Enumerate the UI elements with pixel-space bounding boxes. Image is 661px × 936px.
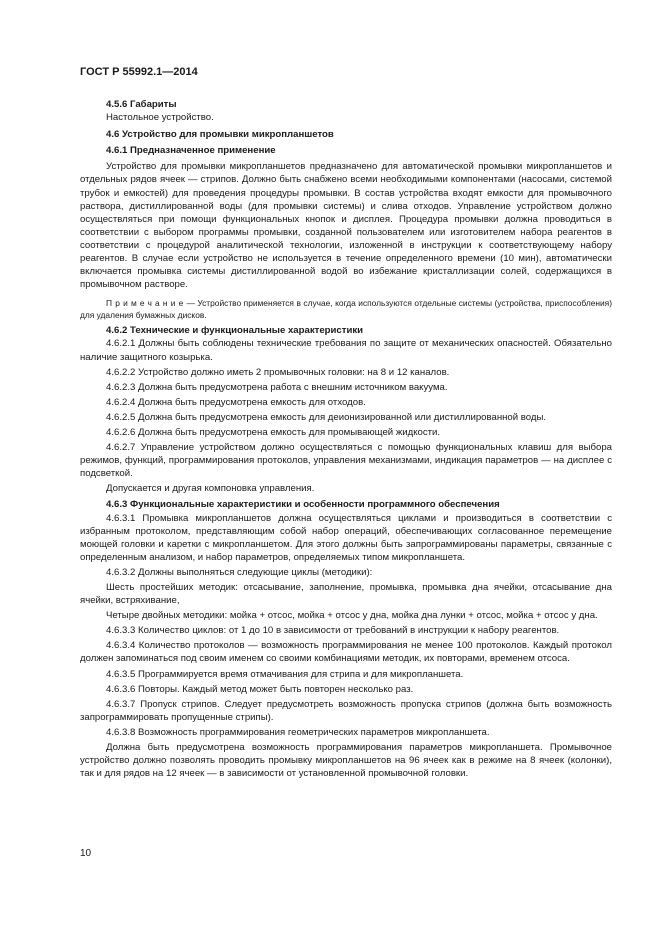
section-4-6-3-title: 4.6.3 Функциональные характеристики и особенности программного обеспечения <box>106 499 500 511</box>
section-4-6-2-title: 4.6.2 Технические и функциональные характеристики <box>106 325 364 337</box>
document-body <box>80 98 612 780</box>
paragraph: 4.6.3.6 Повторы. Каждый метод может быть повторен несколько раз. <box>106 683 414 695</box>
paragraph: 4.6.3.5 Программируется время отмачивания для стрипа и для микропланшета. <box>106 668 464 680</box>
note <box>80 297 612 321</box>
paragraph: 4.6.2.4 Должна быть предусмотрена емкость для отходов. <box>106 396 366 408</box>
paragraph: 4.6.2.1 Должны быть соблюдены технические требования по защите от механических опасностей. Обязательно наличие защитного козырька. <box>80 338 612 363</box>
paragraph: 4.6.3.2 Должны выполняться следующие циклы (методики): <box>106 566 373 578</box>
paragraph: Шесть простейших методик: отсасывание, заполнение, промывка, промывка дна ячейки, отсасывание дна ячейки, встряхивание, <box>80 582 612 607</box>
note-text: — Устройство применяется в случае, когда используются отдельные системы (устройства, приспособления) для удаления бумажных дисков. <box>80 298 612 321</box>
paragraph: 4.6.3.3 Количество циклов: от 1 до 10 в зависимости от требований в инструкции к набору реагентов. <box>106 625 560 637</box>
paragraph: 4.6.3.1 Промывка микропланшетов должна осуществляться циклами и производиться в соответствии с избранным протоколом, представляющим собой набор операций, обеспечивающих согласованное перемещение моющей головки и каретки с микропланшетом. Для этого должны быть запрограммированы параметры, связанные с определенным анализом, и набор параметров, определяемых типом микропланшета. <box>80 512 612 563</box>
document-header: ГОСТ Р 55992.1—2014 <box>80 66 198 78</box>
paragraph: Допускается и другая компоновка управления. <box>106 483 315 495</box>
paragraph: Четыре двойных методики: мойка + отсос, мойка + отсос у дна, мойка дна лунки + отсос, мойка + отсос у дна. <box>106 610 598 622</box>
paragraph: 4.6.2.5 Должна быть предусмотрена емкость для деионизированной или дистиллированной воды. <box>106 411 547 423</box>
paragraph: 4.6.2.3 Должна быть предусмотрена работа с внешним источником вакуума. <box>106 381 448 393</box>
section-4-5-6-title: 4.5.6 Габариты <box>106 99 177 110</box>
note-label: Примечание <box>106 298 187 309</box>
paragraph: 4.6.3.7 Пропуск стрипов. Следует предусмотреть возможность пропуска стрипов (должна быть возможность запрограммировать пропущенные стрипы). <box>80 698 612 723</box>
page-number: 10 <box>80 848 92 859</box>
section-4-6-1-title: 4.6.1 Предназначенное применение <box>106 145 276 157</box>
section-4-5-6-text: Настольное устройство. <box>106 112 214 124</box>
paragraph: 4.6.2.2 Устройство должно иметь 2 промывочных головки: на 8 и 12 каналов. <box>106 366 450 378</box>
paragraph: 4.6.2.6 Должна быть предусмотрена емкость для промывающей жидкости. <box>106 426 441 438</box>
paragraph: 4.6.3.4 Количество протоколов — возможность программирования не менее 100 протоколов. Каждый протокол должен запоминаться под своим именем со своими комбинациями методик, их повторами, временем отсоса. <box>80 640 612 665</box>
section-4-6-title: 4.6 Устройство для промывки микропланшетов <box>106 129 334 141</box>
paragraph: Должна быть предусмотрена возможность программирования параметров микропланшета. Промывочное устройство должно позволять проводить промывку микропланшетов на 96 ячеек как в режиме на 8 ячеек (колонки), так и для рядов на 12 ячеек — в зависимости от установленной промывочной головки. <box>80 742 612 780</box>
paragraph: 4.6.3.8 Возможность программирования геометрических параметров микропланшета. <box>106 726 490 738</box>
paragraph: 4.6.2.7 Управление устройством должно осуществляться с помощью функциональных клавиш для выбора режимов, функций, программирования протоколов, управления механизмами, индикация параметров — на дисплее с подсветкой. <box>80 442 612 480</box>
section-4-6-1-text: Устройство для промывки микропланшетов предназначено для автоматической промывки микропланшетов и отдельных рядов ячеек — стрипов. Должно быть снабжено всеми необходимыми компонентами (насосами, системой трубок и емкостей) для проведения процедуры промывки. В состав устройства входят емкости для промывочного раствора, дистиллированной воды (для промывки системы) и слива отходов. Управление устройством должно осуществляться при помощи функциональных кнопок и дисплея. Процедура промывки должна проводиться в соответствии с выбором программы промывки, созданной пользователем или изготовителем набора реагентов в соответствии с процедурой аналитической технологии, изложенной в инструкции к соответствующему набору реагентов. В случае если устройство не используется в течение определенного времени (10 мин), автоматически включается промывка системы дистиллированной водой во избежание кристаллизации солей, содержащихся в промывочном растворе. <box>80 161 612 291</box>
